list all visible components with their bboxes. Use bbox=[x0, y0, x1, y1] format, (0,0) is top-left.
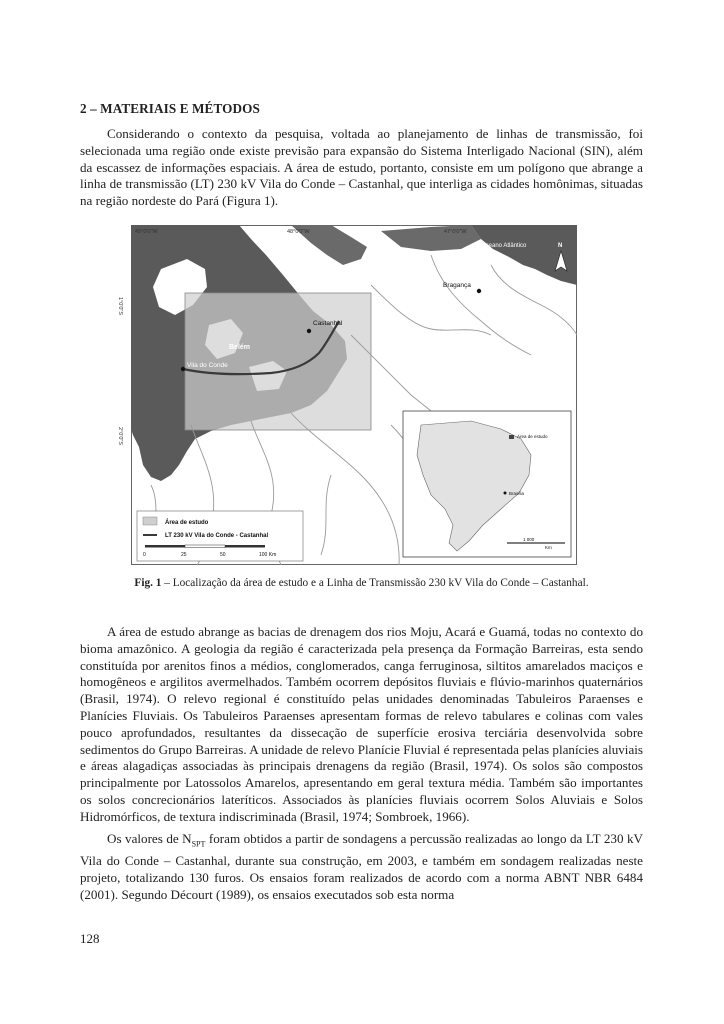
scale-tick-100: 100 Km bbox=[259, 552, 277, 558]
scale-tick-50: 50 bbox=[220, 552, 226, 558]
inset-scale-value: 1 000 bbox=[523, 537, 535, 542]
p3-rest: foram obtidos a partir de sondagens a percussão realizadas ao longo da LT 230 kV Vila do Conde – Castanhal, durante sua construção, em 2003, e também em sondagem realizadas neste projeto, totalizando 130 furos. Os ensaios foram realizados de acordo com a norma ABNT NBR 6484 (2001). Segundo Décourt (1989), os ensaios executados sob esta norma bbox=[80, 831, 643, 902]
p3-start: Os valores de N bbox=[107, 831, 192, 846]
lat-label-2: 2°0'0"S bbox=[117, 427, 123, 446]
nspt-subscript: SPT bbox=[191, 839, 206, 849]
inset-scale-unit: Km bbox=[545, 545, 552, 550]
legend-area-label: Área de estudo bbox=[165, 520, 209, 526]
paragraph-3 bbox=[80, 831, 643, 904]
scale-tick-0: 0 bbox=[143, 552, 146, 558]
place-castanhal: Castanhal bbox=[313, 320, 343, 327]
lon-label-3: 47°0'0"W bbox=[444, 229, 467, 235]
lat-label-1: 1°0'0"S bbox=[117, 297, 123, 316]
figure-label: Fig. 1 bbox=[134, 577, 162, 589]
lon-label-1: 49°0'0"W bbox=[135, 229, 158, 235]
caption-text: – Localização da área de estudo e a Linha de Transmissão 230 kV Vila do Conde – Castanhal. bbox=[161, 577, 589, 589]
ocean-label: Oceano Atlântico bbox=[481, 243, 527, 249]
place-vila-do-conde: Vila do Conde bbox=[187, 362, 228, 369]
figure-caption bbox=[80, 577, 643, 589]
legend-line-label: LT 230 kV Vila do Conde - Castanhal bbox=[165, 533, 269, 539]
paragraph-1: Considerando o contexto da pesquisa, voltada ao planejamento de linhas de transmissão, foi selecionada uma região onde existe previsão para expansão do Sistema Interligado Nacional (SIN), além da escassez de informações espaciais. A área de estudo, portanto, consiste em um polígono que abrange a linha de transmissão (LT) 230 kV Vila do Conde – Castanhal, que interliga as cidades homônimas, situadas na região nordeste do Pará (Figura 1). bbox=[80, 126, 643, 209]
place-belem: Belém bbox=[229, 344, 251, 351]
map-legend bbox=[137, 511, 303, 561]
inset-area-label: Área de estudo bbox=[517, 434, 548, 439]
place-braganca: Bragança bbox=[443, 282, 471, 289]
inset-map bbox=[403, 411, 571, 557]
section-heading: 2 – MATERIAIS E MÉTODOS bbox=[80, 101, 260, 116]
scale-tick-25: 25 bbox=[181, 552, 187, 558]
inset-brasilia-label: Brasília bbox=[509, 491, 525, 496]
north-label: N bbox=[558, 243, 563, 249]
page-number: 128 bbox=[80, 931, 100, 946]
study-area-map bbox=[117, 225, 577, 565]
paragraph-2: A área de estudo abrange as bacias de drenagem dos rios Moju, Acará e Guamá, todas no contexto do bioma amazônico. A geologia da região é caracterizada pela presença da Formação Barreiras, esta sendo constituída por arenitos finos a médios, conglomerados, canga ferruginosa, siltitos amarelados maciços e homogêneos e argilitos avermelhados. Também ocorrem depósitos fluviais e flúvio-marinhos quaternários (Brasil, 1974). O relevo regional é constituído pelas unidades denominadas Tabuleiros Paraenses e Planícies Fluviais. Os Tabuleiros Paraenses apresentam formas de relevo tabulares e colinas com vales pouco aprofundados, resultantes da dissecação de superfície erosiva terciária desenvolvida sobre sedimentos do Grupo Barreiras. A unidade de relevo Planície Fluvial é representada pelas planícies aluviais e áreas alagadiças associadas às principais drenagens da região (Brasil, 1974). Os solos são compostos principalmente por Latossolos Amarelos, apresentando em geral textura média. Também são importantes os solos concrecionários lateríticos. Associados às planícies fluviais ocorrem Solos Aluviais e Solos Hidromórficos, de textura indiscriminada (Brasil, 1974; Sombroek, 1966). bbox=[80, 624, 643, 824]
lon-label-2: 48°0'0"W bbox=[287, 229, 310, 235]
